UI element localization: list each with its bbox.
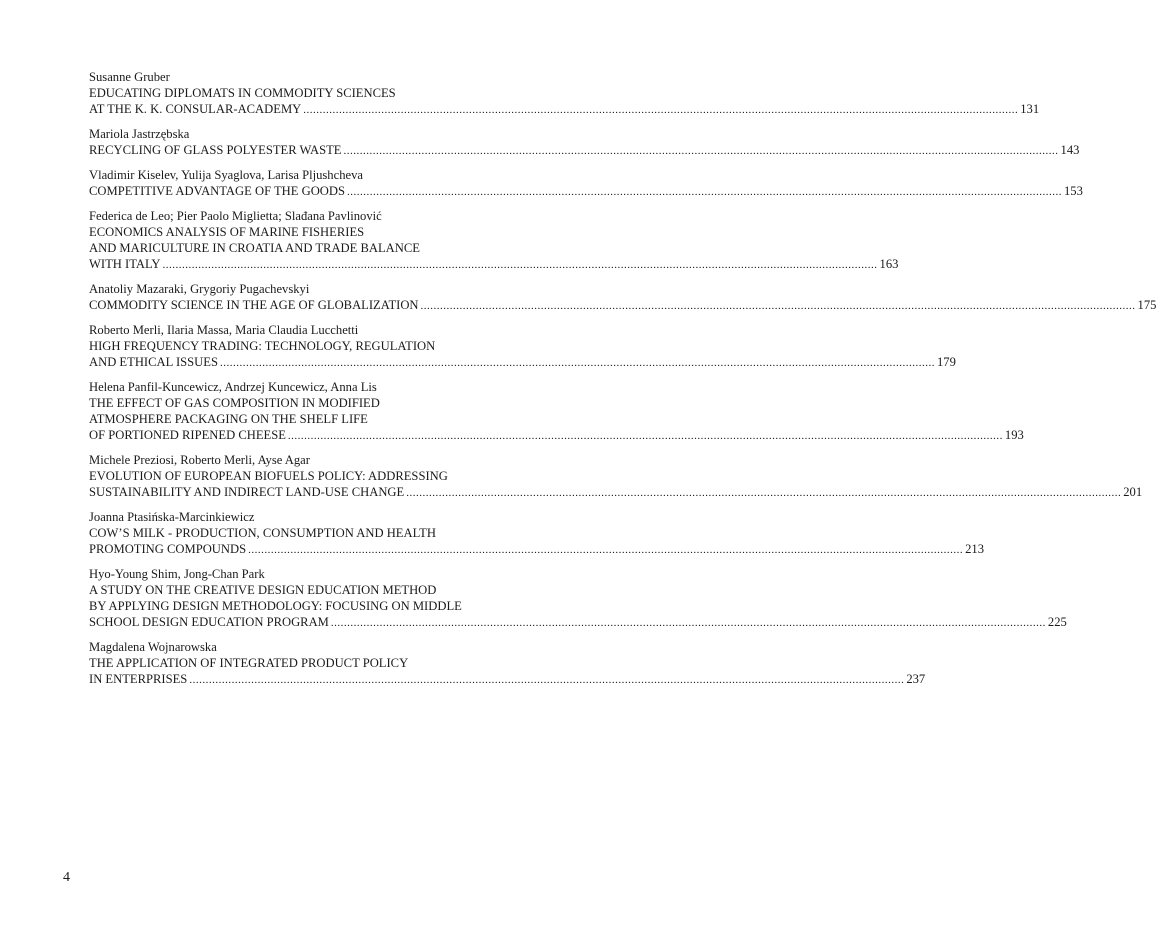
toc-entry	[89, 281, 1156, 314]
toc-entry-authors: Magdalena Wojnarowska	[89, 640, 217, 654]
toc-entry-authors: Helena Panfil-Kuncewicz, Andrzej Kuncewicz, Anna Lis	[89, 380, 377, 394]
toc-entry	[89, 566, 1067, 631]
toc-entry-title-line: COMPETITIVE ADVANTAGE OF THE GOODS	[89, 184, 345, 198]
dot-leader: ............................................................................................................................................................................................................................	[189, 674, 905, 686]
toc-entry-title-line: COW’S MILK - PRODUCTION, CONSUMPTION AND HEALTH	[89, 526, 436, 540]
toc-entry-authors: Susanne Gruber	[89, 70, 170, 84]
toc-entry-authors: Hyo-Young Shim, Jong-Chan Park	[89, 567, 265, 581]
toc-entry	[89, 167, 1083, 200]
toc-entry	[89, 452, 1143, 501]
toc-entry-title-last-line	[89, 183, 1083, 200]
toc-entry-page: 193	[1004, 428, 1024, 442]
dot-leader: ............................................................................................................................................................................................................................	[343, 145, 1059, 157]
toc-entry-title-last-line	[89, 671, 926, 688]
toc-entry-authors: Joanna Ptasińska-Marcinkiewicz	[89, 510, 255, 524]
dot-leader: ............................................................................................................................................................................................................................	[248, 544, 964, 556]
dot-leader: ............................................................................................................................................................................................................................	[303, 104, 1019, 116]
toc-entry-title-line: EVOLUTION OF EUROPEAN BIOFUELS POLICY: ADDRESSING	[89, 469, 448, 483]
toc-entry-page: 237	[906, 672, 926, 686]
toc-entry-title-line: BY APPLYING DESIGN METHODOLOGY: FOCUSING ON MIDDLE	[89, 599, 462, 613]
toc-entry-title-line: THE APPLICATION OF INTEGRATED PRODUCT POLICY	[89, 656, 409, 670]
toc-entry-page: 163	[879, 257, 899, 271]
toc-entry-title-last-line	[89, 101, 1040, 118]
dot-leader: ............................................................................................................................................................................................................................	[420, 300, 1136, 312]
toc-entry-page: 143	[1060, 143, 1080, 157]
toc-entry-title-last-line	[89, 614, 1067, 631]
toc-entry-title-last-line	[89, 484, 1143, 501]
toc-entry-authors: Federica de Leo; Pier Paolo Miglietta; Slađana Pavlinović	[89, 209, 382, 223]
toc-entry-title-line: SUSTAINABILITY AND INDIRECT LAND-USE CHANGE	[89, 485, 405, 499]
toc-entry-title-line: ECONOMICS ANALYSIS OF MARINE FISHERIES	[89, 225, 365, 239]
toc-entry	[89, 208, 899, 273]
toc-entry-title-last-line	[89, 142, 1080, 159]
toc-entry-title-line: AT THE K. K. CONSULAR-ACADEMY	[89, 102, 302, 116]
toc-entry-title-last-line	[89, 541, 984, 558]
toc-entry	[89, 379, 1024, 444]
toc-entry	[89, 69, 1040, 118]
toc-entry-title-last-line	[89, 297, 1156, 314]
toc-entry-authors: Mariola Jastrzębska	[89, 127, 190, 141]
toc-entry	[89, 126, 1080, 159]
dot-leader: ............................................................................................................................................................................................................................	[219, 357, 935, 369]
toc-entry-title-line: THE EFFECT OF GAS COMPOSITION IN MODIFIED	[89, 396, 380, 410]
dot-leader: ............................................................................................................................................................................................................................	[162, 259, 878, 271]
toc-entry-title-line: IN ENTERPRISES	[89, 672, 188, 686]
toc-entry-title-line: WITH ITALY	[89, 257, 161, 271]
dot-leader: ............................................................................................................................................................................................................................	[287, 430, 1003, 442]
toc-entry-authors: Roberto Merli, Ilaria Massa, Maria Claudia Lucchetti	[89, 323, 359, 337]
table-of-contents	[89, 69, 1156, 696]
toc-entry-page: 153	[1064, 184, 1083, 198]
dot-leader: ............................................................................................................................................................................................................................	[406, 487, 1122, 499]
toc-entry-title-line: ATMOSPHERE PACKAGING ON THE SHELF LIFE	[89, 412, 368, 426]
toc-entry-title-last-line	[89, 354, 956, 371]
toc-entry-title-line: AND ETHICAL ISSUES	[89, 355, 218, 369]
page-number: 4	[63, 870, 70, 885]
toc-entry-title-line: EDUCATING DIPLOMATS IN COMMODITY SCIENCES	[89, 86, 396, 100]
toc-entry-authors: Anatoliy Mazaraki, Grygoriy Pugachevskyi	[89, 282, 310, 296]
toc-entry-page: 131	[1020, 102, 1040, 116]
toc-entry-title-line: A STUDY ON THE CREATIVE DESIGN EDUCATION METHOD	[89, 583, 437, 597]
toc-entry-title-line: OF PORTIONED RIPENED CHEESE	[89, 428, 286, 442]
toc-entry-authors: Vladimir Kiselev, Yulija Syaglova, Larisa Pljushcheva	[89, 168, 363, 182]
toc-entry-page: 201	[1123, 485, 1143, 499]
toc-entry-page: 213	[965, 542, 984, 556]
toc-entry-title-line: PROMOTING COMPOUNDS	[89, 542, 247, 556]
toc-entry-title-line: HIGH FREQUENCY TRADING: TECHNOLOGY, REGULATION	[89, 339, 436, 353]
toc-entry-page: 225	[1047, 615, 1067, 629]
toc-entry	[89, 322, 956, 371]
toc-entry-page: 175	[1137, 298, 1156, 312]
toc-entry	[89, 509, 984, 558]
dot-leader: ............................................................................................................................................................................................................................	[330, 617, 1046, 629]
toc-entry-title-last-line	[89, 427, 1024, 444]
dot-leader: ............................................................................................................................................................................................................................	[347, 186, 1062, 198]
toc-entry-title-line: SCHOOL DESIGN EDUCATION PROGRAM	[89, 615, 329, 629]
toc-entry-title-line: RECYCLING OF GLASS POLYESTER WASTE	[89, 143, 342, 157]
toc-entry	[89, 639, 926, 688]
toc-entry-authors: Michele Preziosi, Roberto Merli, Ayse Agar	[89, 453, 310, 467]
toc-entry-page: 179	[936, 355, 956, 369]
toc-entry-title-last-line	[89, 256, 899, 273]
toc-entry-title-line: COMMODITY SCIENCE IN THE AGE OF GLOBALIZATION	[89, 298, 419, 312]
toc-entry-title-line: AND MARICULTURE IN CROATIA AND TRADE BALANCE	[89, 241, 420, 255]
